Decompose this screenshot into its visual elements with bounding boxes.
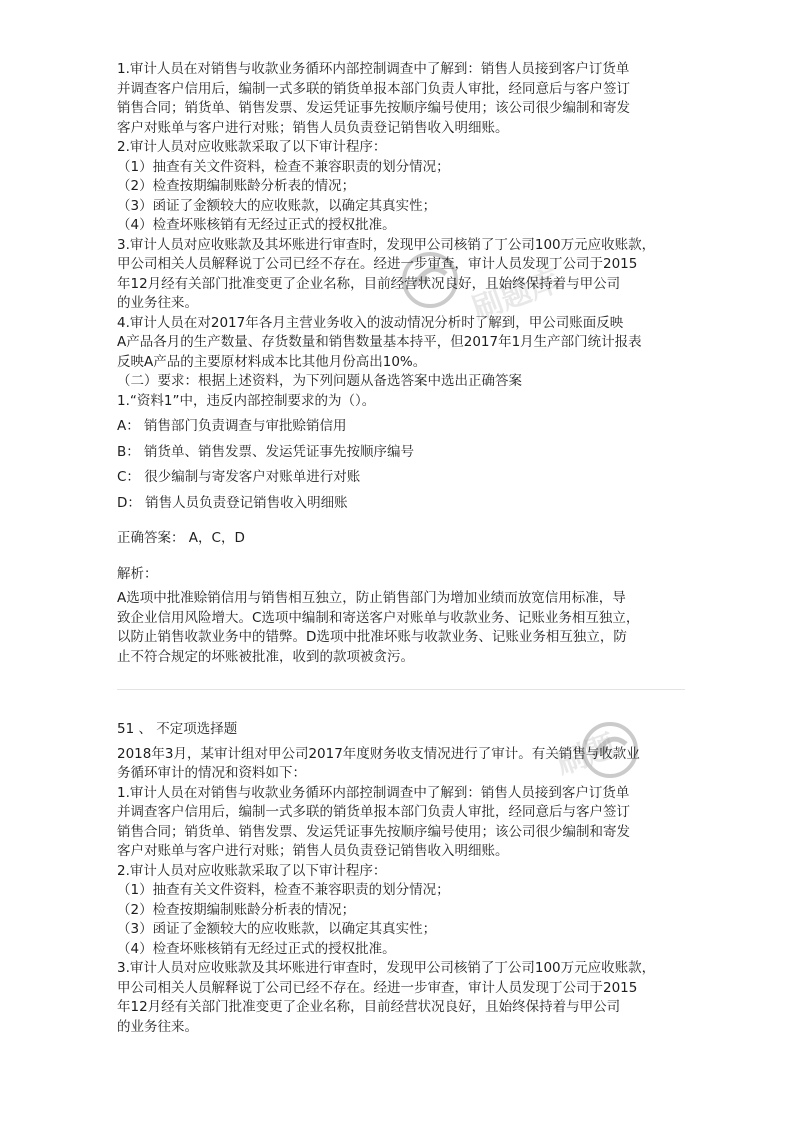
material-line: 4.审计人员在对2017年各月主营业务收入的波动情况分析时了解到，甲公司账面反映	[117, 314, 624, 331]
material-line: （4）检查坏账核销有无经过正式的授权批准。	[117, 217, 396, 233]
material-line: 销售合同；销货单、销售发票、发运凭证事先按顺序编号使用；该公司很少编制和寄发	[117, 100, 630, 116]
question-line: 3.审计人员对应收账款及其坏账进行审查时，发现甲公司核销了丁公司100万元应收账款，	[117, 960, 656, 976]
material-line: 年12月经有关部门批准变更了企业名称，目前经营状况良好，且始终保持着与甲公司	[117, 275, 621, 292]
option-c[interactable]: C： 很少编制与寄发客户对账单进行对账	[117, 469, 361, 485]
question-line: 年12月经有关部门批准变更了企业名称，目前经营状况良好，且始终保持着与甲公司	[117, 999, 621, 1015]
material-block	[117, 60, 687, 411]
analysis-line: 以防止销售收款业务中的错弊。D选项中批准坏账与收款业务、记账业务相互独立，防	[117, 629, 627, 645]
analysis-label: 解析：	[117, 565, 158, 582]
material-line: 3.审计人员对应收账款及其坏账进行审查时，发现甲公司核销了丁公司100万元应收账款，	[117, 236, 656, 253]
option-b[interactable]: B： 销货单、销售发票、发运凭证事先按顺序编号	[117, 443, 415, 460]
question-line: （2）检查按期编制账龄分析表的情况；	[117, 901, 356, 918]
question-line: 2018年3月，某审计组对甲公司2017年度财务收支情况进行了审计。有关销售与收款业	[117, 745, 640, 762]
watermark-text: 刷题库	[467, 263, 565, 328]
question-line: 2.审计人员对应收账款采取了以下审计程序：	[117, 862, 387, 879]
question-line: 销售合同；销货单、销售发票、发运凭证事先按顺序编号使用；该公司很少编制和寄发	[117, 823, 630, 840]
requirement-line: （二）要求：根据上述资料，为下列问题从备选答案中选出正确答案	[117, 373, 522, 389]
question-line: 甲公司相关人员解释说丁公司已经不存在。经进一步审查，审计人员发现丁公司于2015	[117, 979, 638, 996]
question-line: 1.审计人员在对销售与收款业务循环内部控制调查中了解到：销售人员接到客户订货单	[117, 784, 630, 801]
question-51	[117, 720, 687, 1037]
question-line: （1）抽查有关文件资料，检查不兼容职责的划分情况；	[117, 882, 450, 898]
question-line: 务循环审计的情况和资料如下：	[117, 765, 306, 781]
question-line: 客户对账单与客户进行对账；销售人员负责登记销售收入明细账。	[117, 843, 509, 859]
material-line: 甲公司相关人员解释说丁公司已经不存在。经进一步审查，审计人员发现丁公司于2015	[117, 256, 638, 272]
material-line: A产品各月的生产数量、存货数量和销售数量基本持平，但2017年1月生产部门统计报表	[117, 334, 642, 350]
answer-options	[117, 417, 687, 513]
material-line: 反映A产品的主要原材料成本比其他月份高出10%。	[117, 353, 427, 370]
section-divider	[117, 689, 685, 690]
question-line: （4）检查坏账核销有无经过正式的授权批准。	[117, 940, 396, 957]
option-a[interactable]: A： 销售部门负责调查与审批赊销信用	[117, 418, 347, 434]
material-line: （2）检查按期编制账龄分析表的情况；	[117, 178, 356, 194]
question-line: （3）函证了金额较大的应收账款，以确定其真实性；	[117, 921, 437, 937]
question-line: 并调查客户信用后，编制一式多联的销货单报本部门负责人审批，经同意后与客户签订	[117, 804, 630, 820]
question-title: 51 、 不定项选择题	[117, 721, 238, 737]
option-d[interactable]: D： 销售人员负责登记销售收入明细账	[117, 494, 348, 511]
material-line: 1.审计人员在对销售与收款业务循环内部控制调查中了解到：销售人员接到客户订货单	[117, 61, 630, 77]
watermark-text: 刷题	[552, 728, 621, 782]
material-line: 客户对账单与客户进行对账；销售人员负责登记销售收入明细账。	[117, 119, 509, 136]
analysis-line: A选项中批准赊销信用与销售相互独立，防止销售部门为增加业绩而放宽信用标准，导	[117, 590, 626, 606]
material-line: （3）函证了金额较大的应收账款，以确定其真实性；	[117, 197, 437, 214]
material-line: 的业务往来。	[117, 295, 198, 311]
document-page	[117, 60, 687, 1037]
correct-answer: 正确答案： A，C，D	[117, 530, 245, 546]
question-stem: 1.“资料1”中，违反内部控制要求的为（）。	[117, 392, 376, 409]
analysis-text	[117, 589, 687, 667]
material-line: （1）抽查有关文件资料，检查不兼容职责的划分情况；	[117, 158, 450, 175]
material-line: 2.审计人员对应收账款采取了以下审计程序：	[117, 139, 387, 155]
analysis-line: 止不符合规定的坏账被批准，收到的款项被贪污。	[117, 648, 414, 665]
question-line: 的业务往来。	[117, 1018, 198, 1035]
material-line: 并调查客户信用后，编制一式多联的销货单报本部门负责人审批，经同意后与客户签订	[117, 80, 630, 97]
analysis-line: 致企业信用风险增大。C选项中编制和寄送客户对账单与收款业务、记账业务相互独立，	[117, 609, 640, 626]
